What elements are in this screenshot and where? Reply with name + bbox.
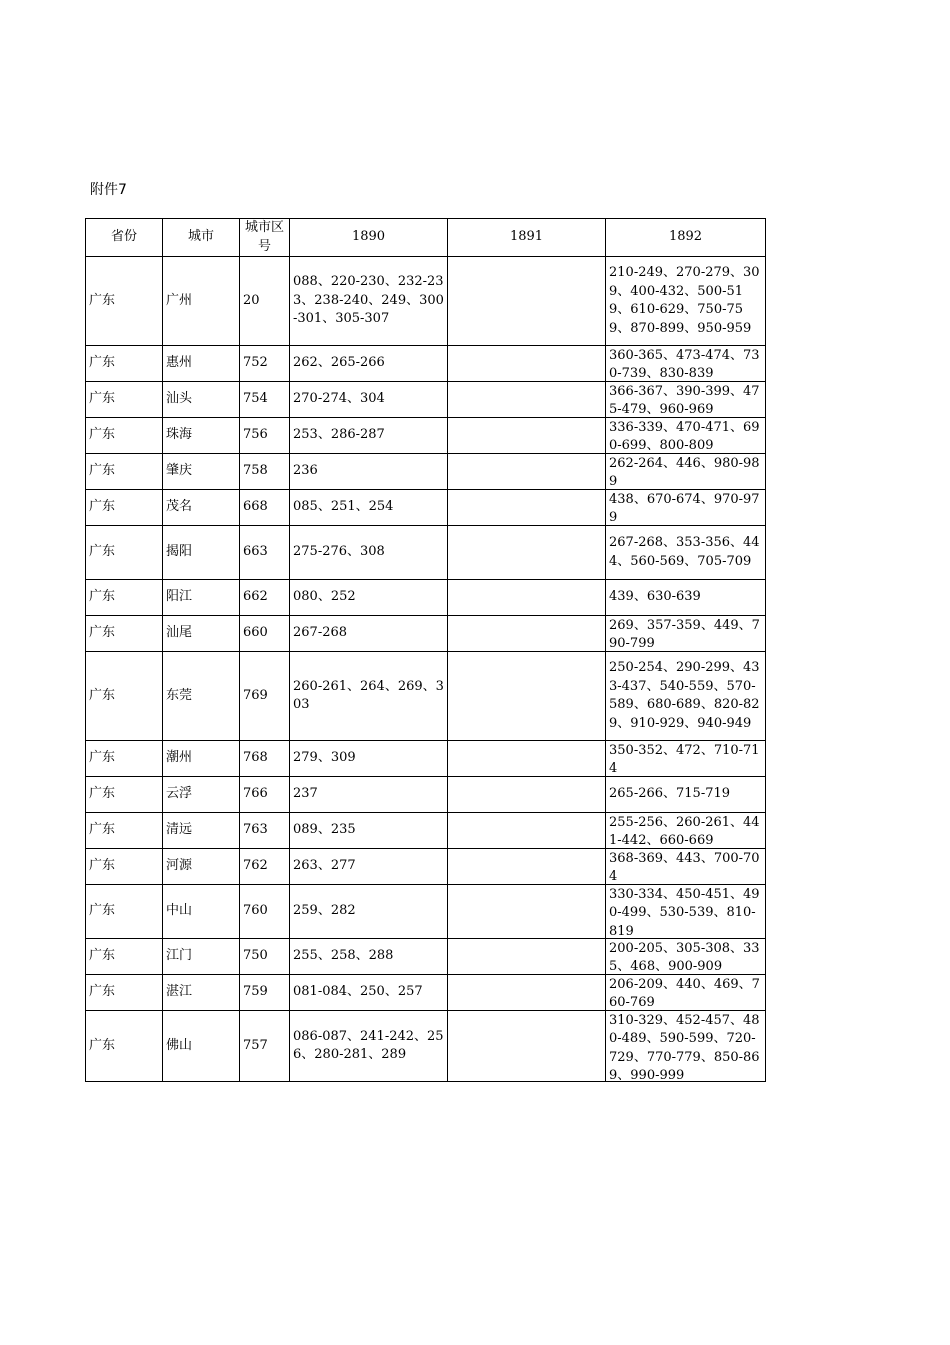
province-cell: 广东 — [86, 580, 163, 616]
segment-1892-cell — [606, 490, 766, 526]
header-1892: 1892 — [606, 219, 766, 257]
segment-1892-cell — [606, 1011, 766, 1082]
province-cell: 广东 — [86, 257, 163, 346]
segment-1892-text: 255-256、260-261、441-442、660-669 — [609, 814, 760, 848]
segment-1892-cell — [606, 813, 766, 849]
city-cell: 广州 — [163, 257, 240, 346]
segment-1890-cell: 253、286-287 — [290, 418, 448, 454]
segment-1892-cell — [606, 346, 766, 382]
segment-1890-cell: 080、252 — [290, 580, 448, 616]
segment-1891-cell — [448, 382, 606, 418]
area-code-cell: 759 — [240, 975, 290, 1011]
table-row — [86, 616, 766, 652]
document-title: 附件7 — [90, 182, 127, 198]
segment-1891-cell — [448, 616, 606, 652]
number-segment-table — [85, 218, 766, 1082]
segment-1891-cell — [448, 885, 606, 939]
city-cell: 潮州 — [163, 741, 240, 777]
area-code-cell: 763 — [240, 813, 290, 849]
segment-1891-cell — [448, 939, 606, 975]
table-row — [86, 382, 766, 418]
segment-1891-cell — [448, 813, 606, 849]
province-cell: 广东 — [86, 652, 163, 741]
city-cell: 清远 — [163, 813, 240, 849]
province-cell: 广东 — [86, 1011, 163, 1082]
segment-1890-cell: 259、282 — [290, 885, 448, 939]
segment-1892-cell — [606, 257, 766, 346]
segment-1892-text: 366-367、390-399、475-479、960-969 — [609, 383, 760, 417]
header-city: 城市 — [163, 219, 240, 257]
segment-1890-cell: 262、265-266 — [290, 346, 448, 382]
segment-1890-cell: 085、251、254 — [290, 490, 448, 526]
table-row — [86, 652, 766, 741]
city-cell: 湛江 — [163, 975, 240, 1011]
area-code-cell: 662 — [240, 580, 290, 616]
city-cell: 河源 — [163, 849, 240, 885]
header-province: 省份 — [86, 219, 163, 257]
area-code-cell: 668 — [240, 490, 290, 526]
segment-1892-text: 250-254、290-299、433-437、540-559、570-589、680-689、820-829、910-929、940-949 — [609, 660, 760, 731]
area-code-cell: 756 — [240, 418, 290, 454]
header-area-code: 城市区号 — [240, 219, 290, 257]
area-code-cell: 762 — [240, 849, 290, 885]
area-code-cell: 750 — [240, 939, 290, 975]
table-row — [86, 580, 766, 616]
segment-1892-text: 310-329、452-457、480-489、590-599、720-729、770-779、850-869、990-999 — [609, 1012, 760, 1081]
segment-1892-cell — [606, 382, 766, 418]
table-row — [86, 257, 766, 346]
segment-1892-cell — [606, 939, 766, 975]
segment-1891-cell — [448, 652, 606, 741]
table-row — [86, 1011, 766, 1082]
segment-1892-cell — [606, 580, 766, 616]
province-cell: 广东 — [86, 526, 163, 580]
city-cell: 惠州 — [163, 346, 240, 382]
province-cell: 广东 — [86, 418, 163, 454]
segment-1891-cell — [448, 346, 606, 382]
province-cell: 广东 — [86, 975, 163, 1011]
segment-1891-cell — [448, 741, 606, 777]
city-cell: 中山 — [163, 885, 240, 939]
segment-1892-text: 336-339、470-471、690-699、800-809 — [609, 419, 760, 453]
table-row — [86, 418, 766, 454]
segment-1890-cell: 086-087、241-242、256、280-281、289 — [290, 1011, 448, 1082]
segment-1892-cell — [606, 418, 766, 454]
segment-1892-text: 267-268、353-356、444、560-569、705-709 — [609, 535, 760, 569]
segment-1890-cell: 270-274、304 — [290, 382, 448, 418]
segment-1892-cell — [606, 652, 766, 741]
segment-1890-cell: 088、220-230、232-233、238-240、249、300-301、305-307 — [290, 257, 448, 346]
city-cell: 佛山 — [163, 1011, 240, 1082]
area-code-cell: 768 — [240, 741, 290, 777]
province-cell: 广东 — [86, 939, 163, 975]
table-row — [86, 454, 766, 490]
city-cell: 肇庆 — [163, 454, 240, 490]
segment-1892-text: 265-266、715-719 — [609, 786, 731, 802]
segment-1891-cell — [448, 526, 606, 580]
segment-1891-cell — [448, 849, 606, 885]
table-row — [86, 975, 766, 1011]
area-code-cell: 760 — [240, 885, 290, 939]
segment-1890-cell: 089、235 — [290, 813, 448, 849]
segment-1890-cell: 279、309 — [290, 741, 448, 777]
segment-1891-cell — [448, 454, 606, 490]
segment-1891-cell — [448, 490, 606, 526]
segment-1892-cell — [606, 777, 766, 813]
table-row — [86, 741, 766, 777]
city-cell: 汕头 — [163, 382, 240, 418]
city-cell: 江门 — [163, 939, 240, 975]
segment-1890-cell: 260-261、264、269、303 — [290, 652, 448, 741]
header-1890: 1890 — [290, 219, 448, 257]
segment-1891-cell — [448, 1011, 606, 1082]
province-cell: 广东 — [86, 777, 163, 813]
segment-1891-cell — [448, 777, 606, 813]
segment-1892-cell — [606, 849, 766, 885]
city-cell: 阳江 — [163, 580, 240, 616]
city-cell: 珠海 — [163, 418, 240, 454]
segment-1891-cell — [448, 257, 606, 346]
segment-1892-cell — [606, 975, 766, 1011]
segment-1892-text: 210-249、270-279、309、400-432、500-519、610-629、750-759、870-899、950-959 — [609, 265, 760, 336]
segment-1890-cell: 237 — [290, 777, 448, 813]
city-cell: 揭阳 — [163, 526, 240, 580]
city-cell: 云浮 — [163, 777, 240, 813]
area-code-cell: 757 — [240, 1011, 290, 1082]
table-header-row — [86, 219, 766, 257]
province-cell: 广东 — [86, 490, 163, 526]
area-code-cell: 754 — [240, 382, 290, 418]
segment-1892-text: 439、630-639 — [609, 589, 701, 605]
area-code-cell: 660 — [240, 616, 290, 652]
table-row — [86, 849, 766, 885]
area-code-cell: 758 — [240, 454, 290, 490]
header-1891: 1891 — [448, 219, 606, 257]
province-cell: 广东 — [86, 382, 163, 418]
area-code-cell: 766 — [240, 777, 290, 813]
segment-1890-cell: 275-276、308 — [290, 526, 448, 580]
table-row — [86, 777, 766, 813]
segment-1892-text: 438、670-674、970-979 — [609, 491, 760, 525]
province-cell: 广东 — [86, 885, 163, 939]
segment-1890-cell: 255、258、288 — [290, 939, 448, 975]
area-code-cell: 663 — [240, 526, 290, 580]
segment-1891-cell — [448, 580, 606, 616]
segment-1892-cell — [606, 454, 766, 490]
table-row — [86, 346, 766, 382]
segment-1892-text: 206-209、440、469、760-769 — [609, 976, 760, 1010]
area-code-cell: 20 — [240, 257, 290, 346]
table-row — [86, 885, 766, 939]
table-row — [86, 490, 766, 526]
province-cell: 广东 — [86, 346, 163, 382]
city-cell: 东莞 — [163, 652, 240, 741]
segment-1890-cell: 236 — [290, 454, 448, 490]
segment-1892-cell — [606, 885, 766, 939]
segment-1892-cell — [606, 741, 766, 777]
segment-1890-cell: 267-268 — [290, 616, 448, 652]
segment-1892-text: 330-334、450-451、490-499、530-539、810-819 — [609, 886, 760, 938]
segment-1892-text: 360-365、473-474、730-739、830-839 — [609, 347, 760, 381]
segment-1890-cell: 263、277 — [290, 849, 448, 885]
segment-1892-text: 200-205、305-308、335、468、900-909 — [609, 940, 760, 974]
city-cell: 茂名 — [163, 490, 240, 526]
table-row — [86, 526, 766, 580]
city-cell: 汕尾 — [163, 616, 240, 652]
segment-1892-text: 350-352、472、710-714 — [609, 742, 760, 776]
segment-1891-cell — [448, 975, 606, 1011]
province-cell: 广东 — [86, 849, 163, 885]
segment-1892-cell — [606, 616, 766, 652]
segment-1891-cell — [448, 418, 606, 454]
province-cell: 广东 — [86, 616, 163, 652]
segment-1890-cell: 081-084、250、257 — [290, 975, 448, 1011]
segment-1892-cell — [606, 526, 766, 580]
table-row — [86, 813, 766, 849]
area-code-cell: 769 — [240, 652, 290, 741]
province-cell: 广东 — [86, 454, 163, 490]
province-cell: 广东 — [86, 813, 163, 849]
segment-1892-text: 368-369、443、700-704 — [609, 850, 760, 884]
table-row — [86, 939, 766, 975]
province-cell: 广东 — [86, 741, 163, 777]
segment-1892-text: 262-264、446、980-989 — [609, 455, 760, 489]
area-code-cell: 752 — [240, 346, 290, 382]
segment-1892-text: 269、357-359、449、790-799 — [609, 617, 760, 651]
